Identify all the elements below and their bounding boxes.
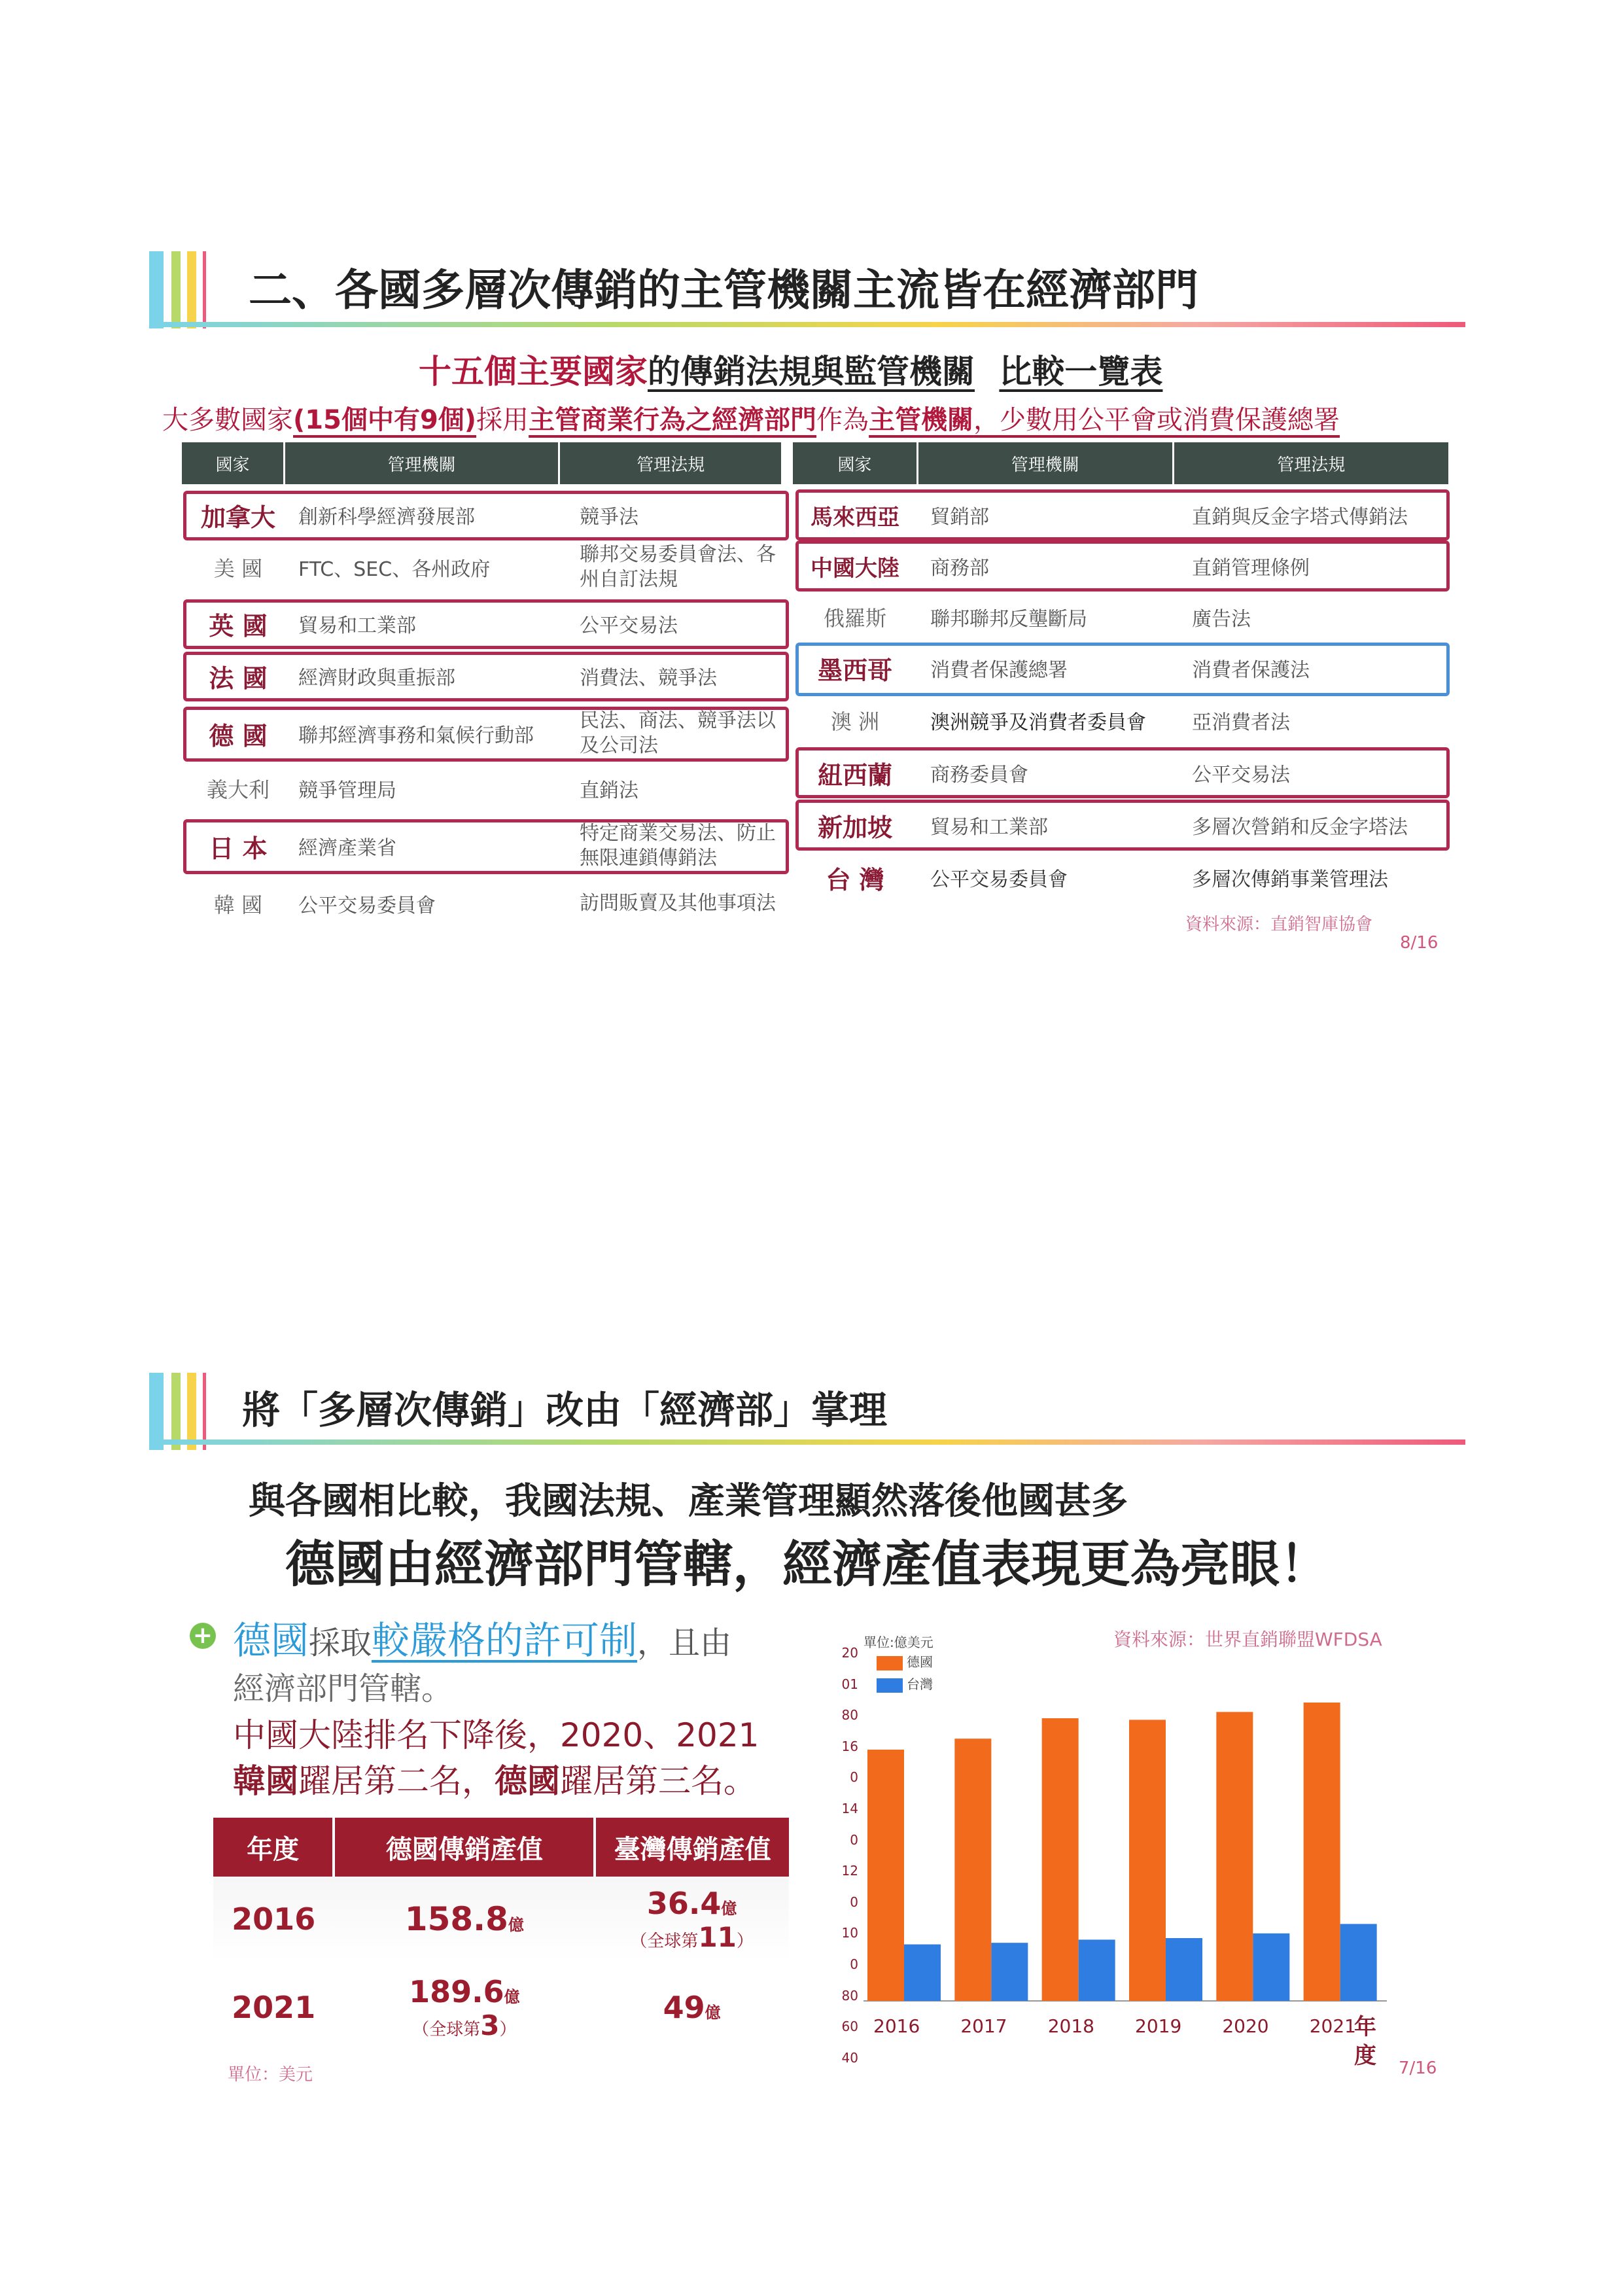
intro-text: 大多數國家 — [162, 405, 293, 435]
agency-cell: 貿易和工業部 — [298, 614, 416, 637]
x-tick-label: 2021 — [1309, 2015, 1356, 2037]
table-row — [213, 1962, 789, 2053]
agency-cell: 聯邦聯邦反壟斷局 — [930, 608, 1087, 631]
value: 49 — [663, 1990, 705, 2025]
left-table-header — [182, 442, 781, 484]
country-cell: 日 本 — [209, 834, 268, 863]
agency-cell: 消費者保護總署 — [930, 659, 1068, 682]
country-cell: 法 國 — [209, 663, 268, 693]
unit-note: 單位：美元 — [228, 2065, 313, 2085]
bar-germany-2020 — [1216, 1712, 1253, 2001]
bar-germany-2017 — [954, 1739, 991, 2001]
rank-value: 11 — [698, 1920, 737, 1953]
title-rule — [149, 322, 1465, 327]
country-cell: 澳 洲 — [830, 709, 880, 734]
highlight-box — [795, 489, 1450, 540]
value: 158.8 — [404, 1900, 508, 1938]
agency-cell: 貿銷部 — [930, 506, 989, 529]
taiwan-value-cell — [595, 1877, 789, 1962]
bar-taiwan-2020 — [1253, 1934, 1289, 2001]
rank-text: ） — [736, 1931, 754, 1951]
intro-text: 作為 — [816, 405, 869, 435]
table-row — [799, 594, 1440, 640]
bullet-text: 採取 — [309, 1625, 372, 1661]
x-tick-label: 2019 — [1135, 2015, 1182, 2037]
law-cell: 競爭法 — [580, 506, 638, 529]
agency-cell: 貿易和工業部 — [930, 816, 1048, 839]
header-law: 管理法規 — [1277, 455, 1346, 475]
title-accent-bars — [149, 1373, 228, 1450]
table-header-row — [213, 1818, 789, 1877]
law-cell: 亞消費者法 — [1192, 711, 1290, 734]
agency-cell: 競爭管理局 — [298, 779, 396, 802]
legend-label: 台灣 — [907, 1676, 933, 1692]
law-cell: 訪問販賣及其他事項法 — [580, 892, 776, 915]
bar-taiwan-2019 — [1166, 1938, 1202, 2001]
bullet-text: ，且由 — [637, 1625, 732, 1661]
law-cell: 公平交易法 — [580, 614, 678, 637]
germany-value-cell — [334, 1877, 595, 1962]
table-subtitle — [419, 345, 1162, 393]
plus-icon: + — [190, 1623, 216, 1649]
intro-text: 採用 — [476, 405, 529, 435]
agency-cell: 聯邦經濟事務和氣候行動部 — [298, 724, 534, 747]
intro-count: (15個中有9個) — [293, 405, 477, 435]
agency-cell: 商務部 — [930, 557, 989, 580]
law-cell: 消費法、競爭法 — [580, 667, 717, 690]
table-row — [187, 544, 781, 590]
title-rule — [149, 1439, 1465, 1445]
country-cell: 墨西哥 — [817, 656, 892, 685]
table-row — [213, 1877, 789, 1962]
year-cell: 2021 — [232, 1990, 316, 2025]
bullet-line4 — [233, 1755, 756, 1802]
country-cell: 新加坡 — [817, 813, 892, 842]
slide-1 — [0, 0, 1623, 981]
agency-cell: 經濟產業省 — [298, 837, 396, 860]
bar-chart — [864, 1642, 1387, 2009]
bullet-korea: 韓國 — [233, 1762, 298, 1800]
slide-2-headline: 德國由經濟部門管轄，經濟產值表現更為亮眼！ — [285, 1535, 1329, 1593]
header-agency: 管理機關 — [285, 442, 560, 484]
slide-2-line1: 與各國相比較，我國法規、產業管理顯然落後他國甚多 — [249, 1480, 1128, 1523]
slide-2 — [0, 1335, 1623, 2146]
legend-label: 德國 — [907, 1654, 933, 1670]
table-row — [799, 698, 1440, 743]
y-tick-label: 40 — [841, 2049, 858, 2066]
x-tick-label: 2018 — [1047, 2015, 1094, 2037]
country-cell: 德 國 — [209, 721, 268, 751]
slide-2-title: 將「多層次傳銷」改由「經濟部」掌理 — [242, 1388, 888, 1432]
agency-cell: 商務委員會 — [930, 764, 1028, 786]
law-cell: 直銷與反金字塔式傳銷法 — [1192, 506, 1408, 529]
table-row — [187, 881, 781, 927]
header-taiwan: 臺灣傳銷產值 — [595, 1818, 789, 1877]
x-axis-title: 年度 — [1354, 2014, 1376, 2069]
highlight-box — [795, 747, 1450, 798]
law-cell: 直銷管理條例 — [1192, 557, 1310, 580]
law-cell: 多層次傳銷事業管理法 — [1192, 868, 1388, 891]
bar-taiwan-2017 — [991, 1943, 1028, 2001]
bar-taiwan-2016 — [904, 1945, 941, 2001]
y-tick-label: 16 — [841, 1738, 858, 1754]
subtitle-highlight: 十五個主要國家 — [419, 353, 648, 391]
slide-2-page-number: 7/16 — [1399, 2058, 1437, 2078]
agency-cell: FTC、SEC、各州政府 — [298, 558, 491, 581]
unit: 億 — [721, 1899, 737, 1918]
y-tick-label: 0 — [850, 1769, 858, 1786]
bullet-line3: 中國大陸排名下降後，2020、2021 — [233, 1716, 759, 1754]
subtitle-suffix: 比較一覽表 — [999, 353, 1163, 391]
right-table-header — [793, 442, 1448, 484]
chart-source: 資料來源：世界直銷聯盟WFDSA — [1113, 1629, 1382, 1650]
bullet-text: 躍居第三名。 — [560, 1762, 756, 1800]
germany-value-cell — [334, 1962, 595, 2053]
country-cell: 俄羅斯 — [823, 606, 886, 631]
intro-econ: 主管商業行為之經濟部門 — [529, 405, 817, 435]
highlight-box — [183, 491, 789, 540]
rank-value: 3 — [480, 2009, 500, 2041]
highlight-box — [183, 707, 789, 762]
agency-cell: 創新科學經濟發展部 — [298, 506, 475, 529]
header-germany: 德國傳銷產值 — [334, 1818, 595, 1877]
table-row — [799, 855, 1440, 900]
country-cell: 韓 國 — [213, 892, 263, 917]
intro-line — [162, 399, 1340, 436]
header-country: 國家 — [182, 442, 285, 484]
law-cell: 民法、商法、競爭法以及公司法 — [580, 709, 776, 757]
bar-germany-2018 — [1042, 1718, 1079, 2001]
chart-unit-label: 單位:億美元 — [864, 1634, 934, 1650]
bar-germany-2019 — [1129, 1720, 1166, 2001]
agency-cell: 澳洲競爭及消費者委員會 — [930, 711, 1146, 734]
y-tick-label: 20 — [841, 1645, 858, 1661]
y-tick-label: 0 — [850, 1956, 858, 1972]
y-tick-label: 10 — [841, 1925, 858, 1941]
y-tick-label: 01 — [841, 1676, 858, 1692]
law-cell: 廣告法 — [1192, 608, 1251, 631]
slide-1-source: 資料來源：直銷智庫協會 — [1185, 915, 1373, 934]
y-tick-label: 0 — [850, 1831, 858, 1848]
taiwan-value-cell — [595, 1962, 789, 2053]
y-tick-label: 80 — [841, 1987, 858, 2004]
intro-authority: 主管機關 — [869, 405, 974, 435]
bar-germany-2016 — [867, 1750, 904, 2001]
y-tick-label: 60 — [841, 2019, 858, 2035]
x-axis-labels — [864, 2015, 1387, 2041]
rank-text: （全球第 — [630, 1931, 699, 1951]
law-cell: 特定商業交易法、防止無限連鎖傳銷法 — [580, 822, 776, 870]
y-tick-label: 80 — [841, 1707, 858, 1723]
country-cell: 英 國 — [209, 611, 268, 641]
bar-germany-2021 — [1304, 1703, 1340, 2001]
bar-taiwan-2018 — [1079, 1939, 1115, 2001]
value-table — [213, 1818, 789, 2053]
country-cell: 馬來西亞 — [811, 504, 899, 531]
highlight-box — [795, 800, 1450, 851]
country-cell: 義大利 — [206, 777, 270, 802]
y-tick-label: 12 — [841, 1863, 858, 1879]
agency-cell: 公平交易委員會 — [930, 868, 1068, 891]
bullet-strict-license: 較嚴格的許可制 — [372, 1618, 638, 1663]
bullet-germany: 德國 — [233, 1618, 309, 1663]
agency-cell: 公平交易委員會 — [298, 894, 436, 917]
slide-1-page-number: 8/16 — [1400, 933, 1439, 953]
country-cell: 加拿大 — [200, 503, 275, 532]
intro-minority: ，少數用公平會或消費保護總署 — [973, 405, 1340, 435]
subtitle-main: 的傳銷法規與監管機關 — [648, 353, 975, 391]
value: 189.6 — [409, 1973, 504, 2009]
slide-1-title: 二、各國多層次傳銷的主管機關主流皆在經濟部門 — [249, 265, 1198, 315]
x-tick-label: 2020 — [1222, 2015, 1269, 2037]
rank-text: （全球第 — [412, 2019, 481, 2040]
highlight-box — [183, 599, 789, 649]
law-cell: 直銷法 — [580, 779, 638, 802]
unit: 億 — [508, 1916, 524, 1934]
bullet-text: 躍居第二名， — [298, 1762, 495, 1800]
country-cell: 紐西蘭 — [817, 760, 892, 790]
year-cell: 2016 — [232, 1901, 316, 1937]
law-cell: 消費者保護法 — [1192, 659, 1310, 682]
bullet-germany: 德國 — [495, 1762, 560, 1800]
bullet-line1 — [233, 1610, 731, 1665]
header-year: 年度 — [213, 1818, 334, 1877]
law-cell: 公平交易法 — [1192, 764, 1290, 786]
law-cell: 多層次營銷和反金字塔法 — [1192, 816, 1408, 839]
country-cell: 台 灣 — [826, 865, 884, 894]
y-tick-label: 0 — [850, 1894, 858, 1910]
value: 36.4 — [646, 1885, 722, 1921]
unit: 億 — [504, 1987, 520, 2006]
rank-text: ） — [499, 2019, 517, 2040]
country-cell: 中國大陸 — [811, 555, 899, 582]
bar-taiwan-2021 — [1340, 1924, 1377, 2001]
country-cell: 美 國 — [213, 556, 263, 581]
highlight-box-blue — [795, 643, 1450, 696]
bullet-line2: 經濟部門管轄。 — [233, 1670, 453, 1707]
x-tick-label: 2017 — [960, 2015, 1007, 2037]
x-tick-label: 2016 — [873, 2015, 920, 2037]
title-accent-bars — [149, 251, 228, 328]
table-row — [187, 766, 781, 811]
y-tick-labels — [826, 1645, 858, 2208]
highlight-box — [795, 540, 1450, 592]
agency-cell: 經濟財政與重振部 — [298, 667, 455, 690]
unit: 億 — [705, 2004, 721, 2022]
highlight-box — [183, 652, 789, 701]
y-tick-label: 14 — [841, 1801, 858, 1816]
header-agency: 管理機關 — [918, 442, 1174, 484]
highlight-box — [183, 819, 789, 874]
header-law: 管理法規 — [637, 455, 705, 475]
law-cell: 聯邦交易委員會法、各州自訂法規 — [580, 543, 776, 591]
header-country: 國家 — [793, 442, 918, 484]
